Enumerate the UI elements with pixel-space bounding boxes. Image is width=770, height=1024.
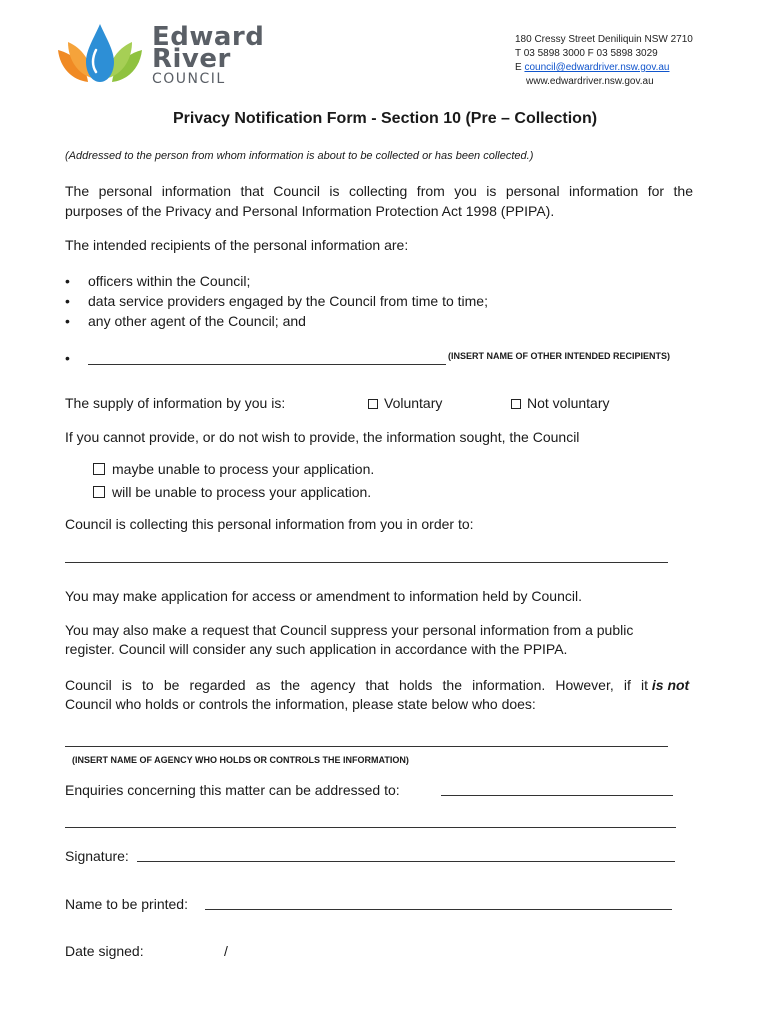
other-recipients-hint: (INSERT NAME OF OTHER INTENDED RECIPIENTS)	[448, 351, 671, 361]
bullet-glyph: •	[65, 273, 70, 289]
purpose-label: Council is collecting this personal information from you in order to:	[65, 516, 474, 532]
other-recipients-field[interactable]	[88, 364, 446, 365]
signature-field[interactable]	[137, 861, 675, 862]
recipients-heading: The intended recipients of the personal information are:	[65, 237, 409, 253]
consequence-option-will[interactable]	[93, 483, 371, 502]
bullet-glyph: •	[65, 350, 70, 366]
address-email-row	[515, 62, 670, 73]
logo-text-council: COUNCIL	[152, 71, 226, 87]
not-voluntary-option[interactable]	[511, 394, 609, 413]
enquiries-field[interactable]	[441, 795, 673, 796]
enquiries-field-2[interactable]	[65, 827, 676, 828]
recipient-item: officers within the Council;	[88, 273, 251, 289]
recipient-item: data service providers engaged by the Council from time to time;	[88, 293, 488, 309]
name-label: Name to be printed:	[65, 896, 188, 912]
date-separator: /	[224, 943, 228, 959]
date-label: Date signed:	[65, 943, 144, 959]
maybe-unable-label: maybe unable to process your application.	[112, 461, 375, 477]
consequence-option-maybe[interactable]	[93, 460, 374, 479]
suppress-line-2: register. Council will consider any such application in accordance with the PPIPA.	[65, 641, 568, 657]
agency-line-1	[65, 676, 693, 695]
address-phone: T 03 5898 3000 F 03 5898 3029	[515, 48, 658, 59]
purpose-field[interactable]	[65, 562, 668, 563]
voluntary-checkbox[interactable]	[368, 399, 378, 409]
agency-line-1-text: Council is to be regarded as the agency that holds the information. However, if it	[65, 677, 648, 693]
signature-label: Signature:	[65, 848, 129, 864]
agency-hint: (INSERT NAME OF AGENCY WHO HOLDS OR CONTROLS THE INFORMATION)	[72, 755, 409, 765]
voluntary-label: Voluntary	[384, 395, 443, 411]
not-voluntary-checkbox[interactable]	[511, 399, 521, 409]
address-email-prefix: E	[515, 62, 522, 73]
address-street: 180 Cressy Street Deniliquin NSW 2710	[515, 34, 693, 45]
council-logo-icon	[50, 20, 150, 90]
access-text: You may make application for access or amendment to information held by Council.	[65, 588, 582, 604]
recipient-item: any other agent of the Council; and	[88, 313, 306, 329]
form-title: Privacy Notification Form - Section 10 (Pre – Collection)	[172, 110, 598, 127]
address-website[interactable]: www.edwardriver.nsw.gov.au	[526, 76, 654, 87]
agency-emphasis: is not	[651, 677, 690, 693]
will-be-unable-label: will be unable to process your application.	[112, 484, 372, 500]
bullet-glyph: •	[65, 313, 70, 329]
logo-text-river: River	[152, 44, 231, 74]
maybe-unable-checkbox[interactable]	[93, 463, 105, 475]
voluntary-option[interactable]	[368, 394, 442, 413]
bullet-glyph: •	[65, 293, 70, 309]
will-be-unable-checkbox[interactable]	[93, 486, 105, 498]
cannot-provide-text: If you cannot provide, or do not wish to provide, the information sought, the Council	[65, 429, 580, 445]
not-voluntary-label: Not voluntary	[527, 395, 610, 411]
name-field[interactable]	[205, 909, 672, 910]
intro-line-2: purposes of the Privacy and Personal Information Protection Act 1998 (PPIPA).	[65, 203, 555, 219]
logo-text-edward: Edward	[152, 22, 265, 52]
agency-field[interactable]	[65, 746, 668, 747]
suppress-line-1: You may also make a request that Council suppress your personal information from a public	[65, 622, 634, 638]
enquiries-label: Enquiries concerning this matter can be addressed to:	[65, 782, 400, 798]
intro-line-1: The personal information that Council is collecting from you is personal information for the	[65, 183, 693, 199]
agency-line-2: Council who holds or controls the information, please state below who does:	[65, 696, 536, 712]
supply-label: The supply of information by you is:	[65, 395, 286, 411]
address-email-link[interactable]: council@edwardriver.nsw.gov.au	[524, 62, 670, 73]
form-subtitle: (Addressed to the person from whom information is about to be collected or has been collected.)	[65, 150, 534, 162]
